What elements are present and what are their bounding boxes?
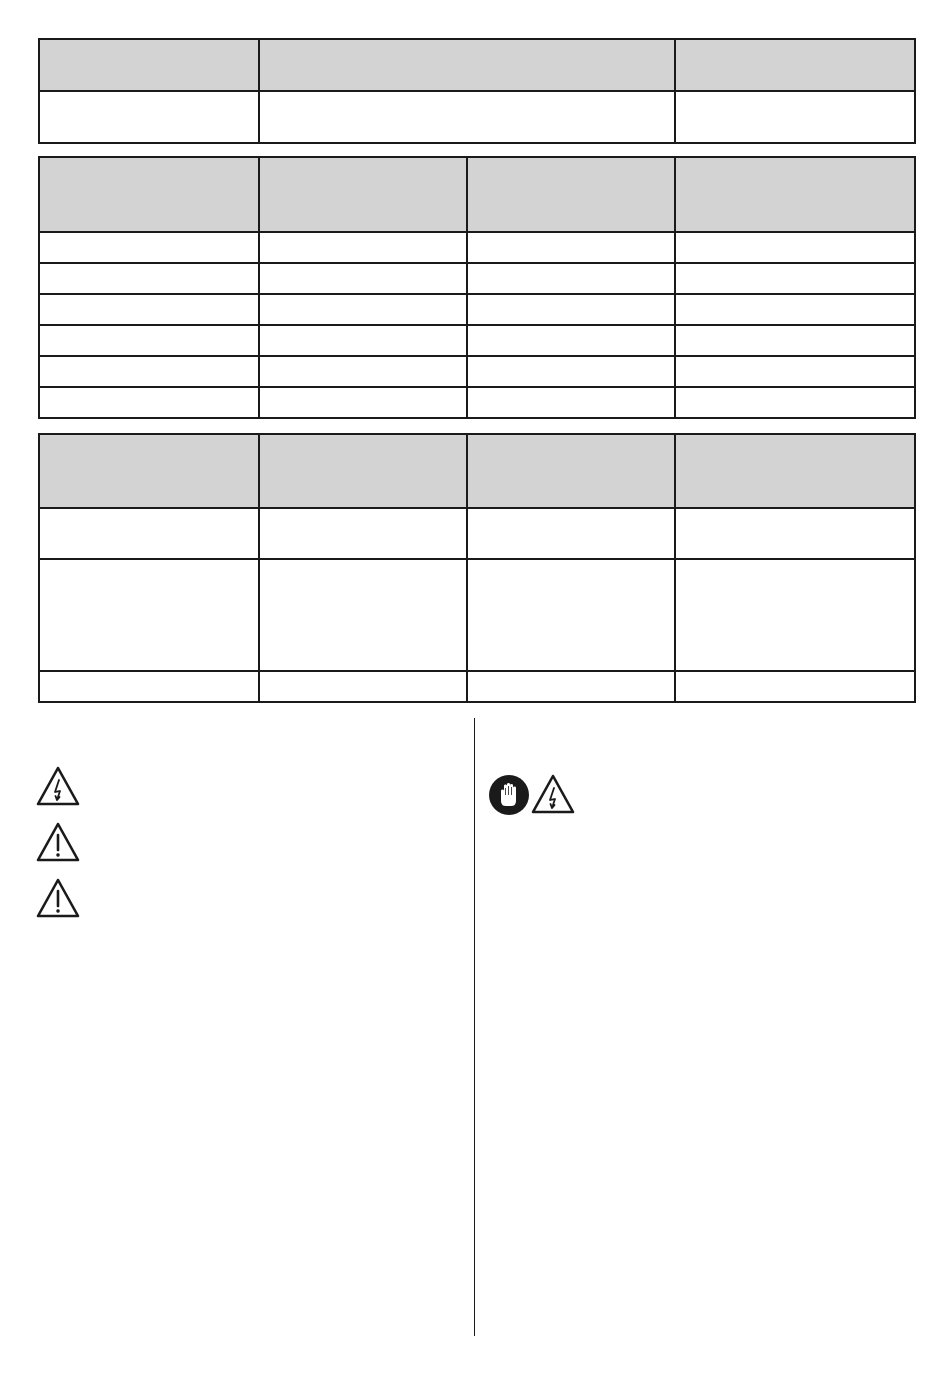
table-cell (675, 387, 915, 418)
table-2 (38, 156, 916, 419)
table-cell (467, 232, 675, 263)
table-cell (467, 387, 675, 418)
table-cell (39, 559, 259, 671)
table-row (39, 356, 915, 387)
table-cell (39, 325, 259, 356)
table-cell (39, 232, 259, 263)
table-row (39, 232, 915, 263)
table-2-header-cell-1 (39, 157, 259, 232)
table-1 (38, 38, 916, 144)
table-row (39, 559, 915, 671)
table-3-header-cell-3 (467, 434, 675, 508)
table-3-header-row (39, 434, 915, 508)
table-cell (467, 263, 675, 294)
table-cell (259, 232, 467, 263)
table-cell (467, 508, 675, 559)
table-row (39, 325, 915, 356)
electric-shock-warning-icon (530, 773, 576, 815)
table-cell (259, 508, 467, 559)
table-cell (675, 263, 915, 294)
table-2-header-cell-2 (259, 157, 467, 232)
table-cell (675, 91, 915, 143)
table-row (39, 263, 915, 294)
table-cell (259, 263, 467, 294)
table-row (39, 508, 915, 559)
table-cell (467, 356, 675, 387)
table-cell (39, 671, 259, 702)
table-cell (675, 559, 915, 671)
table-cell (675, 356, 915, 387)
table-cell (467, 559, 675, 671)
table-cell (259, 91, 675, 143)
table-cell (675, 671, 915, 702)
table-3-header-cell-1 (39, 434, 259, 508)
table-cell (39, 263, 259, 294)
table-row (39, 671, 915, 702)
table-row (39, 91, 915, 143)
table-cell (259, 356, 467, 387)
table-1-header-cell-2 (259, 39, 675, 91)
table-cell (39, 508, 259, 559)
table-1-header-cell-3 (675, 39, 915, 91)
table-cell (259, 671, 467, 702)
table-cell (467, 294, 675, 325)
caution-warning-icon (35, 821, 81, 863)
table-1-header-cell-1 (39, 39, 259, 91)
table-3-header-cell-2 (259, 434, 467, 508)
table-cell (259, 387, 467, 418)
table-cell (39, 91, 259, 143)
table-cell (39, 387, 259, 418)
table-cell (259, 559, 467, 671)
electric-shock-warning-icon (35, 765, 81, 807)
table-3-header-cell-4 (675, 434, 915, 508)
table-3 (38, 433, 916, 703)
table-2-header-cell-3 (467, 157, 675, 232)
caution-warning-icon (35, 877, 81, 919)
table-cell (259, 325, 467, 356)
table-cell (39, 356, 259, 387)
table-cell (259, 294, 467, 325)
table-cell (467, 671, 675, 702)
table-2-header-cell-4 (675, 157, 915, 232)
table-cell (675, 508, 915, 559)
table-row (39, 387, 915, 418)
table-cell (467, 325, 675, 356)
table-cell (675, 325, 915, 356)
table-1-header-row (39, 39, 915, 91)
table-2-header-row (39, 157, 915, 232)
table-cell (675, 294, 915, 325)
column-divider (474, 718, 475, 1336)
table-cell (39, 294, 259, 325)
table-cell (675, 232, 915, 263)
table-row (39, 294, 915, 325)
hand-stop-prohibition-icon (488, 774, 530, 816)
